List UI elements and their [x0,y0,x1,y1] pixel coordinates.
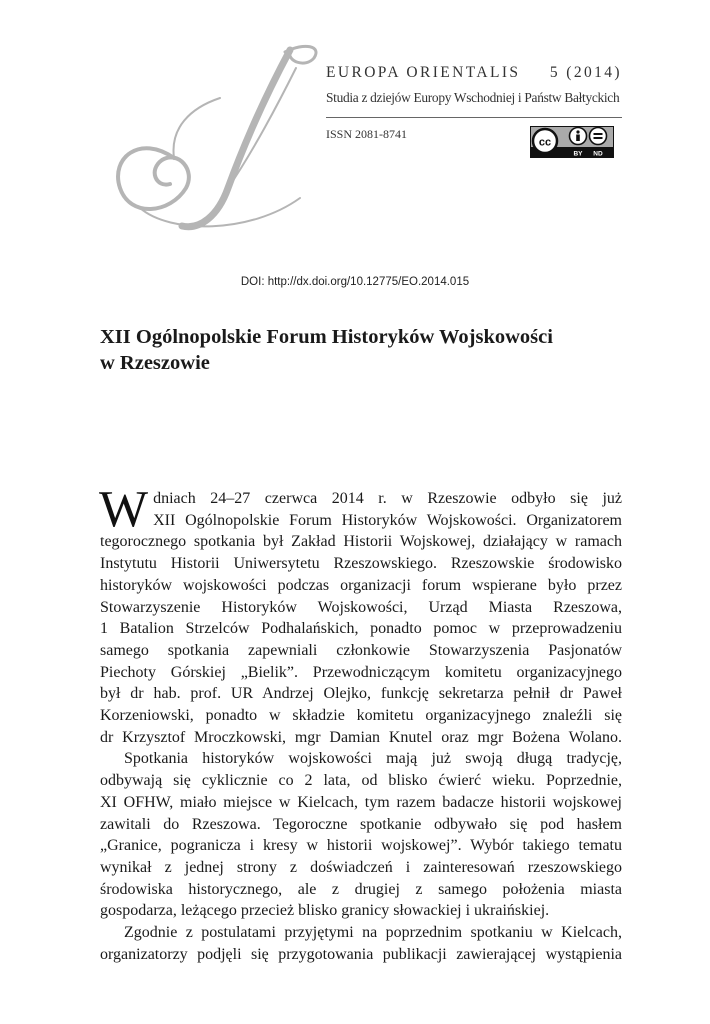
text-line: historyków wojskowości podczas organizacji forum wspierane było przez [100,576,622,594]
text-line: zawitali do Rzeszowa. Tegoroczne spotkanie odbywało się pod hasłem [100,815,622,833]
journal-subtitle: Studia z dziejów Europy Wschodniej i Państw Bałtyckich [326,90,620,105]
text-line: tegorocznego spotkania był Zakład Historii Wojskowej, działający w ramach [100,533,622,551]
by-icon [570,128,587,145]
text-line: Spotkania historyków wojskowości mają już swoją długą tradycję, [124,750,622,768]
cc-icon [533,129,557,153]
svg-text:cc: cc [538,136,552,149]
text-line: Korzeniowski, ponadto w składzie komitetu organizacyjnego znaleźli się [100,707,622,725]
article-title [100,324,620,376]
text-line: Stowarzyszenie Historyków Wojskowości, Urząd Miasta Rzeszowa, [100,598,622,616]
text-line: środowiska historycznego, ale z drugiej z samego położenia miasta [100,880,622,898]
nd-icon [590,128,607,145]
journal-volume: 5 (2014) [549,64,622,81]
text-line: XII Ogólnopolskie Forum Historyków Wojskowości. Organizatorem [153,511,622,529]
text-line: 1 Batalion Strzelców Podhalańskich, ponadto pomoc w przeprowadzeniu [100,620,622,638]
journal-title-row [326,64,622,82]
text-line: Zgodnie z postulatami przyjętymi na poprzednim spotkaniu w Kielcach, [124,924,622,942]
license-nd-label: ND [593,150,603,158]
text-line: odbywają się cyklicznie co 2 lata, od blisko ćwierć wieku. Poprzednie, [100,772,622,790]
doi-link[interactable]: DOI: http://dx.doi.org/10.12775/EO.2014.015 [240,276,470,288]
issn: ISSN 2081-8741 [326,127,408,141]
article-title-line-2: w Rzeszowie [100,352,210,374]
license-by-label: BY [573,150,583,158]
text-line: Instytutu Historii Uniwersytetu Rzeszowskiego. Rzeszowskie środowisko [100,555,622,573]
paragraph-1 [99,481,622,748]
drop-cap: W [99,481,149,538]
text-line: dr Krzysztof Mroczkowski, mgr Damian Knutel oraz mgr Bożena Wolano. [100,728,622,746]
paragraph-2 [100,748,622,922]
text-line: był dr hab. prof. UR Andrzej Olejko, funkcję sekretarza pełnił dr Paweł [100,685,622,703]
text-line: Piechoty Górskiej „Bielik”. Przewodniczącym komitetu organizacyjnego [100,663,622,681]
text-line: dniach 24–27 czerwca 2014 r. w Rzeszowie odbyło się już [153,490,622,507]
article-body [99,481,622,965]
journal-name: EUROPA ORIENTALIS [326,64,521,81]
text-line: XI OFHW, miało miejsce w Kielcach, tym razem badacze historii wojskowej [100,793,622,811]
text-line: gospodarza, leżącego przecież blisko granicy słowackiej i ukraińskiej. [100,902,550,920]
article-title-line-1: XII Ogólnopolskie Forum Historyków Wojskowości [100,326,553,348]
license-icons [530,126,614,158]
journal-logo [100,38,340,238]
text-line: wynikał z jednej strony z doświadczeń i zainteresowań rzeszowskiego [100,858,622,876]
cc-license-badge[interactable] [530,126,614,158]
header-divider [326,117,622,118]
text-line: organizatorzy podjęli się przygotowania publikacji zawierającej wystąpienia [100,945,622,963]
text-line: „Granice, pogranicza i kresy w historii wojskowej”. Wybór takiego tematu [100,837,622,855]
text-line: samego spotkania zapewniali członkowie Stowarzyszenia Pasjonatów [100,641,622,659]
paragraph-3 [100,922,622,965]
